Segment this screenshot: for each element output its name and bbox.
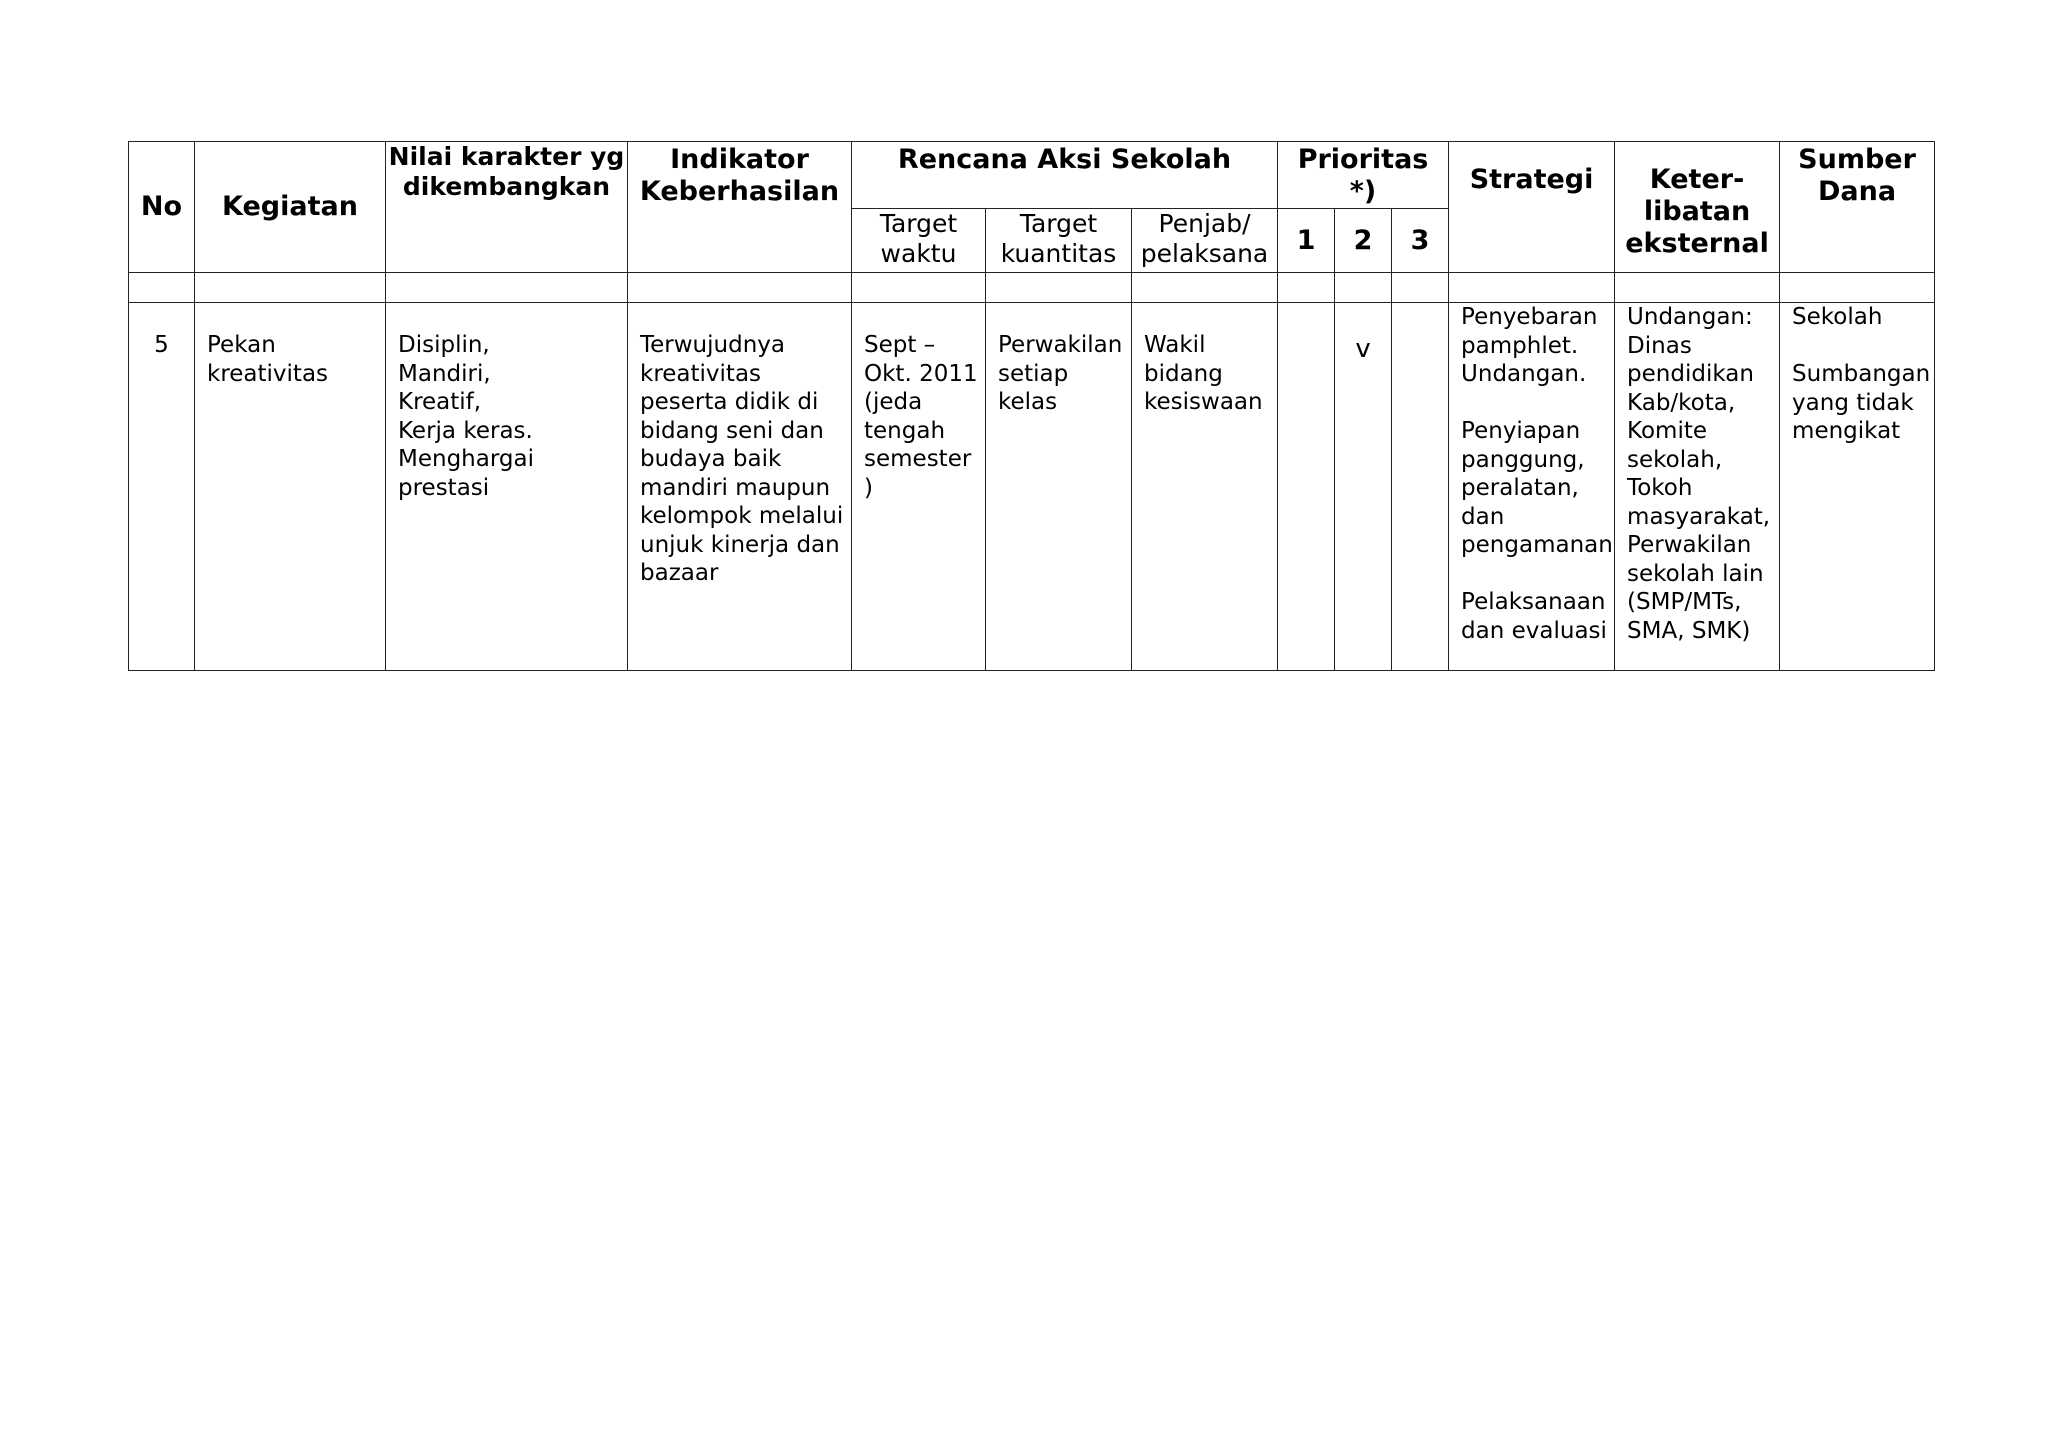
- header-prioritas-2: 2: [1335, 209, 1392, 273]
- spacer-row: [129, 273, 1935, 303]
- header-prioritas-3: 3: [1392, 209, 1449, 273]
- cell-prioritas-2: v: [1335, 303, 1392, 671]
- header-row-1: [129, 142, 1935, 209]
- header-prioritas: Prioritas *): [1278, 142, 1449, 209]
- cell-target-waktu: Sept – Okt. 2011 (jeda tengah semester ): [852, 303, 986, 671]
- cell-indikator: Terwujudnya kreativitas peserta didik di bidang seni dan budaya baik mandiri maupun kelompok melalui unjuk kinerja dan bazaar: [628, 303, 852, 671]
- cell-sumber-dana: Sekolah Sumbangan yang tidak mengikat: [1780, 303, 1935, 671]
- table-row: [129, 303, 1935, 671]
- header-sumber-dana: Sumber Dana: [1780, 142, 1935, 273]
- cell-keterlibatan-eksternal: Undangan: Dinas pendidikan Kab/kota, Komite sekolah, Tokoh masyarakat, Perwakilan sekolah lain (SMP/MTs, SMA, SMK): [1615, 303, 1780, 671]
- header-target-waktu: Target waktu: [852, 209, 986, 273]
- header-no: No: [129, 142, 195, 273]
- header-indikator: Indikator Keberhasilan: [628, 142, 852, 273]
- action-plan-table: [128, 141, 1935, 671]
- header-penjab: Penjab/ pelaksana: [1132, 209, 1278, 273]
- cell-target-kuantitas: Perwakilan setiap kelas: [986, 303, 1132, 671]
- header-target-kuantitas: Target kuantitas: [986, 209, 1132, 273]
- cell-penjab: Wakil bidang kesiswaan: [1132, 303, 1278, 671]
- header-rencana-aksi: Rencana Aksi Sekolah: [852, 142, 1278, 209]
- header-keterlibatan: Keter- libatan eksternal: [1615, 142, 1780, 273]
- header-strategi: Strategi: [1449, 142, 1615, 273]
- cell-no: 5: [129, 303, 195, 671]
- cell-prioritas-1: [1278, 303, 1335, 671]
- header-kegiatan: Kegiatan: [195, 142, 386, 273]
- cell-nilai-karakter: Disiplin, Mandiri, Kreatif, Kerja keras. Menghargai prestasi: [386, 303, 628, 671]
- cell-strategi: Penyebaran pamphlet. Undangan. Penyiapan panggung, peralatan, dan pengamanan Pelaksanaan dan evaluasi: [1449, 303, 1615, 671]
- cell-kegiatan: Pekan kreativitas: [195, 303, 386, 671]
- cell-prioritas-3: [1392, 303, 1449, 671]
- header-prioritas-1: 1: [1278, 209, 1335, 273]
- header-nilai: Nilai karakter yg dikembangkan: [386, 142, 628, 273]
